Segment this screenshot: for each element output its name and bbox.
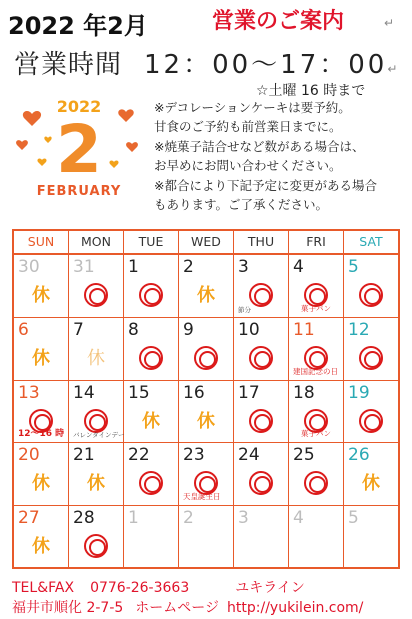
day-number: 21	[73, 445, 95, 466]
calendar-day	[179, 255, 234, 317]
day-note: バレンタインデー	[73, 431, 125, 440]
calendar-day	[344, 318, 398, 380]
calendar-day	[124, 255, 179, 317]
day-number: 12	[348, 319, 370, 340]
day-number: 2	[183, 508, 194, 529]
open-day-icon	[194, 346, 218, 370]
day-number: 30	[18, 257, 40, 277]
calendar-day	[289, 443, 344, 505]
open-day-icon	[84, 534, 108, 558]
day-number: 1	[128, 508, 139, 529]
homepage-label: ホームページ	[135, 600, 220, 616]
closed-day-label: 休	[32, 473, 50, 495]
calendar-day	[234, 381, 289, 443]
day-number: 17	[238, 382, 260, 403]
calendar-day	[289, 506, 344, 569]
day-note: 建国記念の日	[293, 366, 338, 376]
hours-time: 12：00〜17：00	[144, 50, 388, 80]
calendar-day	[14, 443, 69, 505]
note-line: 甘食のご予約も前営業日までに。	[154, 119, 342, 135]
day-number: 24	[238, 445, 260, 466]
logo-month-name: FEBRUARY	[36, 184, 122, 199]
open-day-icon	[249, 346, 273, 370]
calendar-day	[234, 506, 289, 569]
open-day-icon	[359, 346, 383, 370]
day-number: 2	[183, 257, 194, 277]
open-day-icon	[84, 409, 108, 433]
day-number: 4	[293, 257, 304, 277]
calendar-day	[124, 506, 179, 569]
calendar-week	[14, 381, 398, 444]
day-number: 13	[18, 382, 40, 403]
calendar-day	[69, 506, 124, 569]
calendar-day	[234, 318, 289, 380]
open-day-icon	[249, 283, 273, 307]
day-number: 16	[183, 382, 205, 403]
logo-year: 2022	[56, 97, 102, 116]
open-day-icon	[359, 283, 383, 307]
day-number: 9	[183, 319, 194, 340]
open-day-icon	[249, 409, 273, 433]
notes-block	[154, 98, 406, 214]
day-number: 5	[348, 508, 359, 529]
calendar-day	[344, 443, 398, 505]
closed-day-label: 休	[197, 285, 215, 306]
open-day-icon	[139, 471, 163, 495]
return-mark: ↵	[384, 16, 395, 30]
calendar	[12, 229, 400, 569]
weekday-label: SUN	[14, 231, 69, 253]
calendar-day	[289, 255, 344, 317]
calendar-day	[289, 318, 344, 380]
month-title: 2022 年2月	[8, 12, 148, 40]
day-note: 菓子パン	[301, 303, 331, 313]
day-number: 3	[238, 257, 249, 277]
day-number: 31	[73, 257, 95, 277]
day-number: 5	[348, 257, 359, 277]
tel-number: 0776-26-3663	[90, 580, 190, 596]
calendar-day	[69, 318, 124, 380]
calendar-week	[14, 318, 398, 381]
day-number: 19	[348, 382, 370, 403]
logo-month-number: 2	[56, 111, 102, 188]
calendar-day	[69, 255, 124, 317]
note-line: ※都合により下記予定に変更がある場合	[154, 177, 377, 193]
note-line: もあります。ご了承ください。	[154, 197, 329, 213]
closed-day-label: 休	[87, 473, 105, 495]
day-note: 天皇誕生日	[183, 492, 221, 502]
calendar-day	[124, 318, 179, 380]
calendar-day	[14, 255, 69, 317]
closed-day-label: 休	[197, 410, 215, 432]
calendar-day	[124, 443, 179, 505]
day-number: 23	[183, 445, 205, 466]
calendar-day	[234, 443, 289, 505]
return-mark: ↵	[387, 62, 399, 76]
calendar-day	[344, 381, 398, 443]
calendar-day	[179, 381, 234, 443]
closed-day-label: 休	[32, 536, 50, 558]
day-number: 3	[238, 508, 249, 529]
calendar-day	[179, 318, 234, 380]
note-line: お早めにお問い合わせください。	[154, 158, 342, 174]
calendar-day	[234, 255, 289, 317]
day-number: 10	[238, 319, 260, 340]
saturday-note: ☆土曜 16 時まで	[256, 83, 366, 99]
day-number: 18	[293, 382, 315, 403]
calendar-day	[69, 443, 124, 505]
calendar-day	[14, 318, 69, 380]
note-line: ※焼菓子詰合せなど数がある場合は、	[154, 138, 365, 154]
day-number: 25	[293, 445, 315, 466]
calendar-day	[69, 381, 124, 443]
open-day-icon	[249, 471, 273, 495]
open-day-icon	[304, 471, 328, 495]
closed-day-label: 休	[142, 410, 160, 432]
day-number: 14	[73, 382, 95, 403]
february-logo	[14, 92, 144, 200]
calendar-day	[14, 381, 69, 443]
business-hours	[14, 44, 398, 81]
day-number: 6	[18, 319, 29, 340]
calendar-week	[14, 255, 398, 318]
day-number: 28	[73, 508, 95, 529]
calendar-day	[289, 381, 344, 443]
address: 福井市順化 2-7-5	[12, 600, 124, 616]
closed-day-label: 休	[32, 285, 50, 306]
day-number: 20	[18, 445, 40, 466]
open-day-icon	[84, 283, 108, 307]
calendar-day	[179, 506, 234, 569]
weekday-label: WED	[179, 231, 234, 253]
weekday-label: MON	[69, 231, 124, 253]
day-number: 4	[293, 508, 304, 529]
calendar-week	[14, 443, 398, 506]
footer	[12, 578, 363, 618]
weekday-label: TUE	[124, 231, 179, 253]
closed-day-label: 休	[87, 347, 105, 369]
calendar-day	[344, 255, 398, 317]
open-day-icon	[139, 283, 163, 307]
calendar-body	[14, 255, 398, 569]
hours-label: 営業時間	[14, 50, 123, 80]
day-number: 7	[73, 319, 84, 340]
day-number: 26	[348, 445, 370, 466]
weekday-label: THU	[234, 231, 289, 253]
weekday-header	[14, 231, 398, 255]
open-day-icon	[359, 409, 383, 433]
day-note: 節分	[238, 305, 251, 314]
closed-day-label: 休	[362, 473, 380, 495]
day-number: 11	[293, 319, 315, 340]
calendar-day	[344, 506, 398, 569]
day-note: 12〜16 時	[18, 429, 65, 440]
notice-title: 営業のご案内	[212, 9, 345, 34]
weekday-label: SAT	[359, 234, 383, 249]
day-number: 1	[128, 257, 139, 277]
note-line: ※デコレーションケーキは要予約。	[154, 100, 351, 115]
calendar-day	[124, 381, 179, 443]
day-number: 27	[18, 508, 40, 529]
open-day-icon	[139, 346, 163, 370]
day-note: 菓子パン	[301, 429, 331, 439]
calendar-day	[179, 443, 234, 505]
day-number: 15	[128, 382, 150, 403]
weekday-label: FRI	[289, 231, 344, 253]
day-number: 22	[128, 445, 150, 466]
tel-label: TEL&FAX	[12, 580, 75, 596]
shop-name: ユキライン	[235, 580, 305, 596]
day-number: 8	[128, 319, 139, 340]
closed-day-label: 休	[32, 347, 50, 369]
calendar-week	[14, 506, 398, 569]
calendar-day	[14, 506, 69, 569]
homepage-link[interactable]: http://yukilein.com/	[227, 600, 364, 616]
